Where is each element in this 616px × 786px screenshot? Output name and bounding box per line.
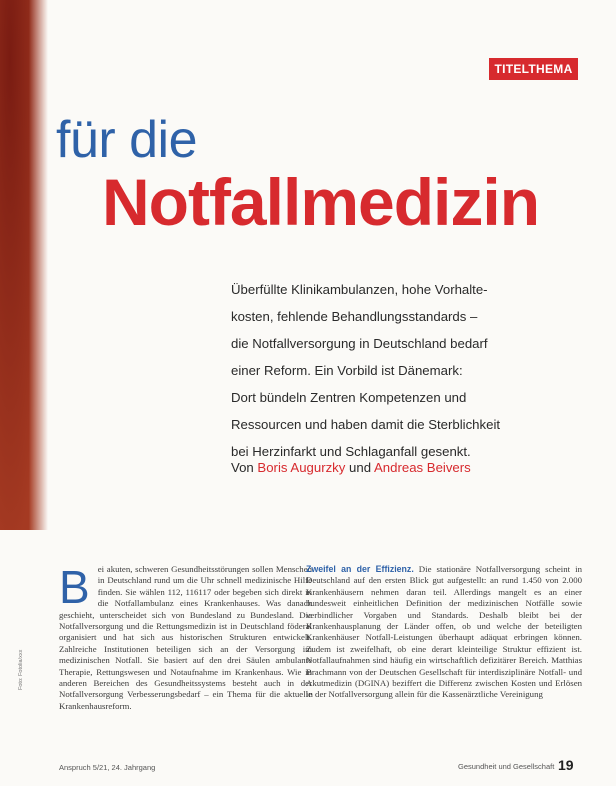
- headline-line1: für die: [56, 111, 198, 169]
- cover-photo-strip: [0, 0, 48, 530]
- byline: [231, 456, 471, 480]
- body-column-right: [306, 564, 582, 701]
- footer-issue: Anspruch 5/21, 24. Jahrgang: [59, 763, 156, 772]
- lead-paragraph: [231, 276, 501, 465]
- lead-line: Überfüllte Klinikambulanzen, hohe Vorhalte-: [231, 282, 488, 297]
- author-name: Andreas Beivers: [374, 460, 471, 475]
- lead-line: die Notfallversorgung in Deutschland bedarf: [231, 336, 488, 351]
- subheading: Zweifel an der Effizienz.: [306, 564, 414, 574]
- headline-line2: Notfallmedizin: [102, 165, 540, 239]
- footer-publication: Gesundheit und Gesellschaft: [458, 762, 555, 771]
- byline-and: und: [349, 460, 372, 475]
- author-name: Boris Augurzky: [257, 460, 346, 475]
- body-text: ei akuten, schweren Gesundheitsstörungen sollen Menschen in Deutschland rund um die Uhr schnell medizinische Hilfe finden. Sie wählen 112, 116117 oder begeben sich direkt in die Notfallambulanz eines Krankenhauses. Was danach geschieht, unterscheidet sich von Bundesland zu Bundesland. Die Notfallversorgung und die Rettungsmedizin ist in Deutschland föderal organisiert und hat sich aus historischen Strukturen entwickelt. Zahlreiche Institutionen beteiligen sich an der Versorgung im medizinischen Notfall. Sie basiert auf den drei Säulen ambulante Therapie, Rettungswesen und Notaufnahme im Krankenhaus. Wie in anderen Bereichen des Gesundheitssystems besteht auch in der Notfallversorgung Verbesserungsbedarf – ein Thema für die aktuelle Krankenhausreform.: [59, 564, 312, 711]
- lead-line: einer Reform. Ein Vorbild ist Dänemark:: [231, 363, 463, 378]
- body-column-left: [59, 561, 312, 712]
- byline-prefix: Von: [231, 460, 254, 475]
- body-text: Die stationäre Notfallversorgung scheint in Deutschland auf den ersten Blick gut aufgestellt: an rund 1.450 von 2.000 Krankenhäusern nehmen daran teil. Allerdings mangelt es an einer bundesweit einheitlichen Definition der medizinischen Notfälle sowie verbindlicher Vorgaben und Standards. Deshalb bleibt bei der Krankenhausplanung der Länder offen, ob und welche der beteiligten Krankenhäuser Notfall-Leistungen überhaupt adäquat erbringen können. Zudem ist zweifelhaft, ob eine derart kleinteilige Struktur effizient ist. Notfallaufnahmen sind häufig ein wirtschaftlich defizitärer Bereich. Matthias Brachmann von der Deutschen Gesellschaft für interdisziplinäre Notfall- und Akutmedizin (DGINA) beziffert die Differenz zwischen Kosten und Erlösen in der Notfallversorgung allein für die Kassenärztliche Vereinigung: [306, 564, 582, 700]
- drop-cap: B: [59, 561, 90, 613]
- lead-line: kosten, fehlende Behandlungsstandards –: [231, 309, 478, 324]
- lead-line: Ressourcen und haben damit die Sterblichkeit: [231, 417, 501, 432]
- lead-line: Dort bündeln Zentren Kompetenzen und: [231, 390, 467, 405]
- page-number: 19: [558, 757, 574, 773]
- photo-credit: Foto: Fotolia/xxx: [18, 649, 24, 690]
- lead-line: bei Herzinfarkt und Schlaganfall gesenkt.: [231, 444, 471, 459]
- section-tag: TITELTHEMA: [489, 58, 578, 80]
